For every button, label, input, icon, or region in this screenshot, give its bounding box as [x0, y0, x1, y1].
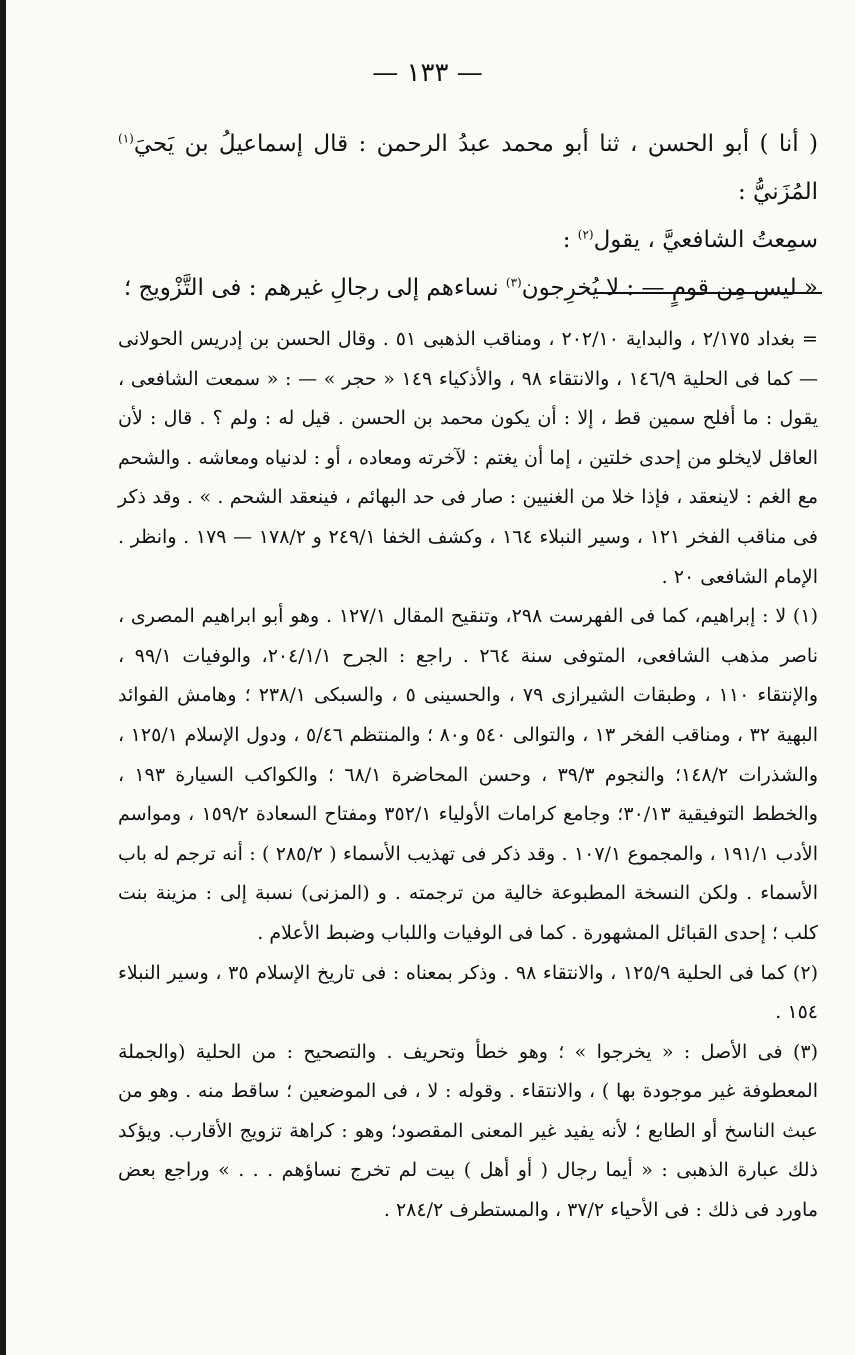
page-number: — ١٣٣ —	[372, 58, 483, 88]
footnote-3: (٣) فى الأصل : « يخرجوا » ؛ وهو خطأ وتحريف . والتصحيح : من الحلية (والجملة المعطوفة غير موجودة بها ) ، والانتقاء . وقوله : لا ، فى الموضعين ؛ ساقط منه . وهو من عبث الناسخ أو الطابع ؛ لأنه يفيد غير المعنى المقصود؛ وهو : كراهة تزويج الأقارب. ويؤكد ذلك عبارة الذهبى : « أيما رجال ( أو أهل ) بيت لم تخرج نساؤهم . . . » وراجع بعض ماورد فى ذلك : فى الأحياء ٣٧/٢ ، والمستطرف ٢٨٤/٢ .	[118, 1040, 818, 1222]
main-text-line-3a: « ليس مِن قومٍ — : لا يُخرِجون	[521, 275, 818, 301]
footnotes	[118, 320, 818, 1231]
footnote-ref-3: (٣)	[505, 275, 522, 290]
footnote-2: (٢) كما فى الحلية ١٢٥/٩ ، والانتقاء ٩٨ . وذكر بمعناه : فى تاريخ الإسلام ٣٥ ، وسير النبلاء ١٥٤ .	[118, 961, 818, 1024]
main-text-line-1a: ( أنا ) أبو الحسن ، ثنا أبو محمد عبدُ الرحمن : قال إسماعيلُ بن يَحيَ	[133, 131, 818, 157]
footnote-continuation: = بغداد ٢/١٧٥ ، والبداية ٢٠٢/١٠ ، ومناقب الذهبى ٥١ . وقال الحسن بن إدريس الحولانى — كما فى الحلية ١٤٦/٩ ، والانتقاء ٩٨ ، والأذكياء ١٤٩ « حجر » — : « سمعت الشافعى ، يقول : ما أفلح سمين قط ، إلا : أن يكون محمد بن الحسن . قيل له : ولم ؟ . قال : لأن العاقل لايخلو من إحدى خلتين ، إما أن يغتم : لآخرته ومعاده ، أو : لدنياه ومعاشه . والشحم مع الغم : لاينعقد ، فإذا خلا من الغنيين : صار فى حد البهائم ، فينعقد الشحم . » . وقد ذكر فى مناقب الفخر ١٢١ ، وسير النبلاء ١٦٤ ، وكشف الخفا ٢٤٩/١ و ١٧٨/٢ — ١٧٩ . وانظر . الإمام الشافعى ٢٠ .	[118, 328, 818, 588]
main-text-line-2a: سمِعتُ الشافعيَّ ، يقول	[593, 227, 818, 253]
footnote-ref-1: (١)	[118, 131, 134, 146]
main-text-line-3	[118, 264, 818, 312]
footnote-separator	[594, 292, 822, 294]
footnote-ref-2: (٢)	[577, 227, 594, 242]
main-text-line-2b: :	[562, 227, 578, 253]
main-text-line-1b: المُزَنيُّ :	[737, 179, 818, 205]
main-text-line-3b: نساءهم إلى رجالِ غيرهم : فى التَّزْويج ؛	[123, 275, 506, 301]
main-text	[118, 120, 818, 312]
main-text-line-2	[118, 216, 818, 264]
page-edge-shadow	[0, 0, 6, 1355]
main-text-line-1	[118, 120, 818, 216]
footnote-1: (١) لا : إبراهيم، كما فى الفهرست ٢٩٨، وتنقيح المقال ١٢٧/١ . وهو أبو ابراهيم المصرى ، ناصر مذهب الشافعى، المتوفى سنة ٢٦٤ . راجع : الجرح ٢٠٤/١/١، والوفيات ٩٩/١ ، والإنتقاء ١١٠ ، وطبقات الشيرازى ٧٩ ، والحسينى ٥ ، والسبكى ٢٣٨/١ ؛ وهامش الفوائد البهية ٣٢ ، ومناقب الفخر ١٣ ، والتوالى ٥٤٠ و٨٠ ؛ والمنتظم ٥/٤٦ ، ودول الإسلام ١٢٥/١ ، والشذرات ١٤٨/٢؛ والنجوم ٣٩/٣ ، وحسن المحاضرة ٦٨/١ ؛ والكواكب السيارة ١٩٣ ، والخطط التوفيقية ٣٠/١٣؛ وجامع كرامات الأولياء ٣٥٢/١ ومفتاح السعادة ١٥٩/٢ ، ومواسم الأدب ١٩١/١ ، والمجموع ١٠٧/١ . وقد ذكر فى تهذيب الأسماء ( ٢٨٥/٢ ) : أنه ترجم له باب الأسماء . ولكن النسخة المطبوعة خالية من ترجمته . و (المزنى) نسبة إلى : مزينة بنت كلب ؛ إحدى القبائل المشهورة . كما فى الوفيات واللباب وضبط الأعلام .	[118, 605, 819, 944]
